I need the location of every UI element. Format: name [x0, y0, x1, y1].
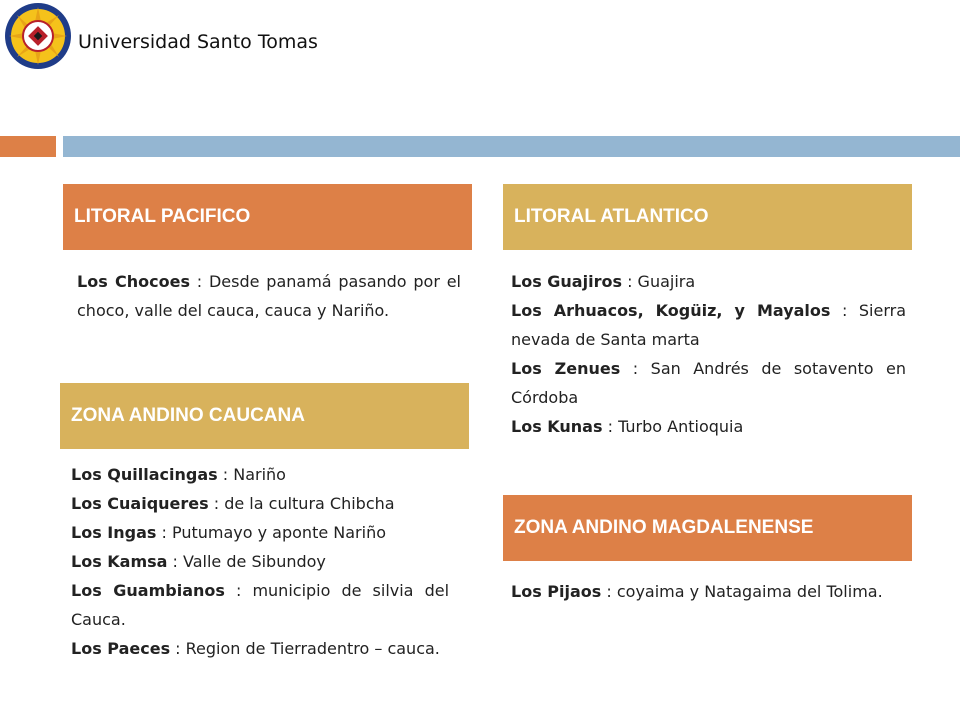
entry-description: Turbo Antioquia: [618, 417, 744, 436]
entry-description: Nariño: [233, 465, 286, 484]
entry-description: Valle de Sibundoy: [183, 552, 326, 571]
university-seal-logo: [4, 2, 72, 70]
entry-quillacingas: [71, 460, 449, 489]
entry-kamsa: [71, 547, 449, 576]
entry-ingas: [71, 518, 449, 547]
entry-chocoes: [77, 272, 461, 320]
entry-pijaos: [511, 582, 883, 601]
entry-name: Los Paeces: [71, 639, 171, 658]
entry-name: Los Guambianos: [71, 581, 225, 600]
section-header-zona-andino-magdalenense: ZONA ANDINO MAGDALENENSE: [503, 495, 912, 561]
entry-separator: :: [601, 582, 617, 601]
entry-description: San Andrés de sotavento en Córdoba: [511, 359, 907, 407]
entry-description: Region de Tierradentro – cauca.: [185, 639, 440, 658]
entry-name: Los Guajiros: [511, 272, 622, 291]
entry-arhuacos: [511, 296, 906, 354]
section-body-zona-andino-magdalenense: [511, 577, 906, 606]
entry-paeces: [71, 634, 449, 663]
entry-separator: :: [217, 465, 234, 484]
entry-name: Los Kamsa: [71, 552, 168, 571]
section-body-litoral-atlantico: [511, 267, 906, 441]
entry-description: Desde panamá pasando por el choco, valle del cauca, cauca y Nariño.: [77, 272, 461, 320]
entry-description: Sierra nevada de Santa marta: [511, 301, 906, 349]
entry-name: Los Kunas: [511, 417, 603, 436]
entry-description: coyaima y Natagaima del Tolima.: [616, 582, 883, 601]
entry-guambianos: [71, 576, 449, 634]
entry-separator: :: [189, 272, 209, 291]
entry-zenues: [511, 354, 906, 412]
section-body-zona-andino-caucana: [71, 460, 449, 663]
entry-name: Los Cuaiqueres: [71, 494, 209, 513]
entry-separator: :: [170, 639, 186, 658]
entry-description: Putumayo y aponte Nariño: [171, 523, 386, 542]
entry-separator: :: [602, 417, 619, 436]
entry-cuaiqueres: [71, 489, 449, 518]
entry-separator: :: [156, 523, 172, 542]
entry-separator: :: [830, 301, 859, 320]
accent-bar-orange: [0, 136, 56, 157]
entry-kunas: [511, 412, 906, 441]
entry-name: Los Ingas: [71, 523, 157, 542]
entry-guajiros: [511, 267, 906, 296]
section-header-litoral-atlantico: LITORAL ATLANTICO: [503, 184, 912, 250]
university-name: Universidad Santo Tomas: [78, 31, 318, 53]
entry-name: Los Chocoes: [77, 272, 190, 291]
entry-separator: :: [224, 581, 253, 600]
entry-name: Los Pijaos: [511, 582, 602, 601]
entry-separator: :: [621, 272, 638, 291]
section-header-zona-andino-caucana: ZONA ANDINO CAUCANA: [60, 383, 469, 449]
entry-separator: :: [167, 552, 184, 571]
section-body-litoral-pacifico: [77, 267, 461, 325]
entry-description: de la cultura Chibcha: [224, 494, 395, 513]
section-header-litoral-pacifico: LITORAL PACIFICO: [63, 184, 472, 250]
entry-separator: :: [208, 494, 225, 513]
entry-separator: :: [620, 359, 651, 378]
entry-name: Los Quillacingas: [71, 465, 218, 484]
entry-description: municipio de silvia del Cauca.: [71, 581, 450, 629]
entry-name: Los Zenues: [511, 359, 621, 378]
entry-name: Los Arhuacos, Kogüiz, y Mayalos: [511, 301, 831, 320]
entry-description: Guajira: [637, 272, 696, 291]
accent-bar-blue: [63, 136, 960, 157]
